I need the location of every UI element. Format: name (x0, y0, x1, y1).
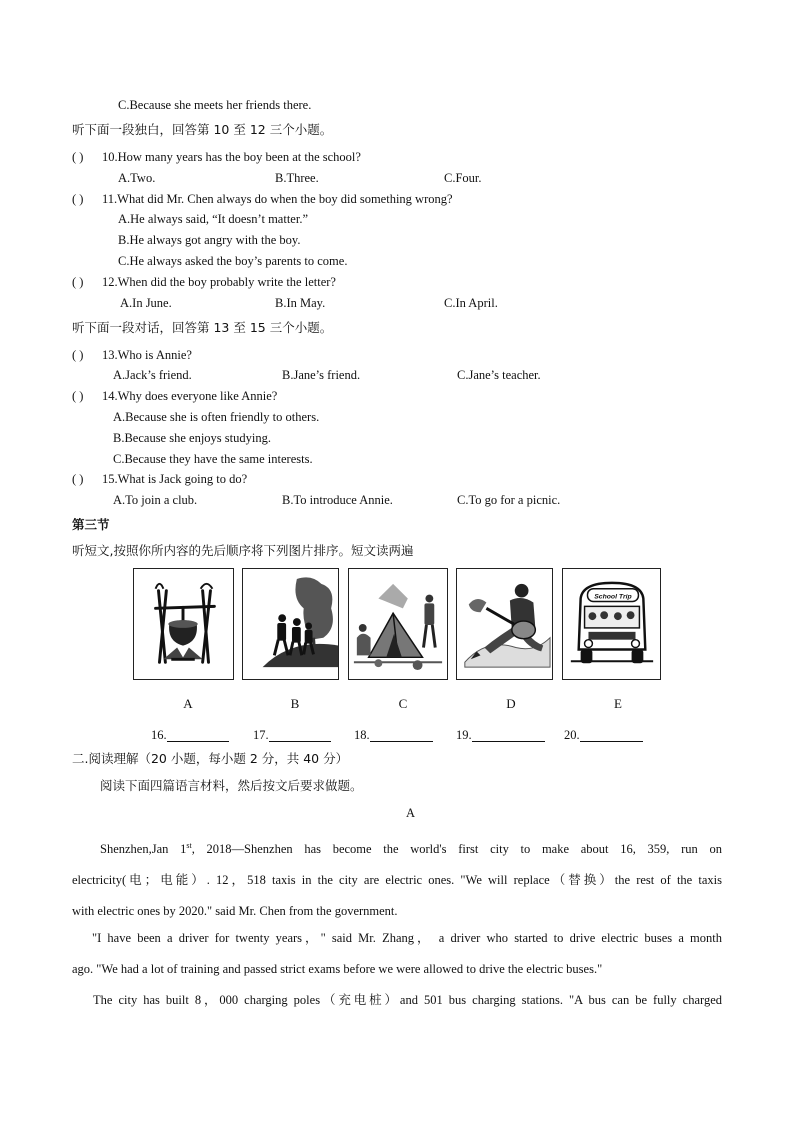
q10-option-a: A.Two. (118, 171, 156, 185)
reading-instruction: 阅读下面四篇语言材料，然后按文后要求做题。 (100, 778, 363, 793)
section3-instruction: 听短文,按照你所内容的先后顺序将下列图片排序。短文读两遍 (72, 543, 414, 558)
q14-option-c: C.Because they have the same interests. (113, 452, 313, 466)
guitar-player-icon (457, 569, 552, 679)
passage-paragraph-3 (72, 985, 722, 1016)
paragraph-line: with electric ones by 2020." said Mr. Chen from the government. (72, 904, 398, 919)
q10-option-b: B.Three. (275, 171, 319, 185)
question-10 (72, 151, 361, 164)
passage-paragraph-2 (72, 923, 722, 985)
answer-blank-19[interactable] (456, 729, 545, 742)
q15-option-b: B.To introduce Annie. (282, 493, 393, 507)
q11-option-c: C.He always asked the boy’s parents to come. (118, 254, 348, 268)
q15-option-c: C.To go for a picnic. (457, 493, 561, 507)
picture-d (456, 568, 553, 680)
q14-option-b: B.Because she enjoys studying. (113, 431, 271, 445)
reading-heading: 二.阅读理解（20 小题，每小题 2 分，共 40 分） (72, 751, 349, 766)
question-12 (72, 276, 336, 289)
picture-e (562, 568, 661, 680)
picture-b-label: B (290, 696, 300, 711)
question-14 (72, 390, 277, 403)
answer-blank[interactable]: ( ) (72, 275, 84, 289)
answer-blank-17[interactable] (253, 729, 331, 742)
question-text: 11.What did Mr. Chen always do when the boy did something wrong? (102, 192, 453, 206)
question-text: 13.Who is Annie? (102, 348, 192, 362)
answer-blank[interactable]: ( ) (72, 389, 84, 403)
bus-sign-text: School Trip (594, 593, 632, 601)
picture-b (242, 568, 339, 680)
picture-a-label: A (183, 696, 193, 711)
q12-option-a: A.In June. (120, 296, 172, 310)
q13-option-a: A.Jack’s friend. (113, 368, 192, 382)
blank-number: 18. (354, 728, 370, 742)
passage-label: A (406, 806, 416, 820)
blank-line (370, 730, 433, 742)
answer-blank[interactable]: ( ) (72, 348, 84, 362)
q13-option-b: B.Jane’s friend. (282, 368, 361, 382)
answer-blank[interactable]: ( ) (72, 192, 84, 206)
picture-c (348, 568, 448, 680)
blank-line (472, 730, 545, 742)
q11-option-b: B.He always got angry with the boy. (118, 233, 301, 247)
question-text: 12.When did the boy probably write the letter? (102, 275, 336, 289)
q13-option-c: C.Jane’s teacher. (457, 368, 541, 382)
question-13 (72, 349, 192, 362)
q9-option-c: C.Because she meets her friends there. (118, 98, 312, 112)
text-span: , 2018—Shenzhen has become the world's first city to make about 16, 359, run on (191, 842, 722, 857)
school-bus-icon (563, 569, 660, 679)
blank-line (269, 730, 331, 742)
paragraph-line: The city has built 8，000 charging poles（充电桩）and 501 bus charging stations. "A bus can be fully charged (93, 993, 722, 1007)
blank-number: 17. (253, 728, 269, 742)
picture-c-label: C (398, 696, 408, 711)
paragraph-line: electricity(电；电能）. 12，518 taxis in the city are electric ones. "We will replace（替换）the rest of the taxis (72, 873, 722, 888)
instruction-13-15: 听下面一段对话，回答第 13 至 15 三个小题。 (72, 320, 333, 335)
blank-line (167, 730, 229, 742)
answer-blank-20[interactable] (564, 729, 643, 742)
answer-blank[interactable]: ( ) (72, 150, 84, 164)
question-text: 10.How many years has the boy been at the school? (102, 150, 361, 164)
blank-line (580, 730, 643, 742)
text-span: Shenzhen,Jan 1 (100, 842, 187, 857)
q12-option-b: B.In May. (275, 296, 326, 310)
q15-option-a: A.To join a club. (113, 493, 198, 507)
answer-blank-16[interactable] (151, 729, 229, 742)
question-text: 14.Why does everyone like Annie? (102, 389, 278, 403)
campfire-pot-icon (134, 569, 233, 679)
paragraph-line: "I have been a driver for twenty years，" said Mr. Zhang， a driver who started to drive electric buses a month (92, 931, 722, 945)
hikers-icon (243, 569, 338, 679)
blank-number: 19. (456, 728, 472, 742)
question-11 (72, 193, 453, 206)
paragraph-line: ago. "We had a lot of training and passed strict exams before we were allowed to drive the electric buses." (72, 962, 603, 976)
picture-d-label: D (506, 696, 516, 711)
instruction-10-12: 听下面一段独白，回答第 10 至 12 三个小题。 (72, 122, 333, 137)
picture-a (133, 568, 234, 680)
blank-number: 20. (564, 728, 580, 742)
q14-option-a: A.Because she is often friendly to others. (113, 410, 320, 424)
paragraph-line (72, 830, 722, 865)
picture-e-label: E (614, 696, 622, 711)
tent-campers-icon (349, 569, 447, 679)
answer-blank-18[interactable] (354, 729, 433, 742)
question-text: 15.What is Jack going to do? (102, 472, 248, 486)
q11-option-a: A.He always said, “It doesn’t matter.” (118, 212, 308, 226)
q12-option-c: C.In April. (444, 296, 498, 310)
q10-option-c: C.Four. (444, 171, 482, 185)
question-15 (72, 473, 247, 486)
superscript: st (186, 841, 192, 850)
passage-paragraph-1 (72, 830, 722, 927)
answer-blank[interactable]: ( ) (72, 472, 84, 486)
section3-title: 第三节 (72, 517, 110, 532)
blank-number: 16. (151, 728, 167, 742)
